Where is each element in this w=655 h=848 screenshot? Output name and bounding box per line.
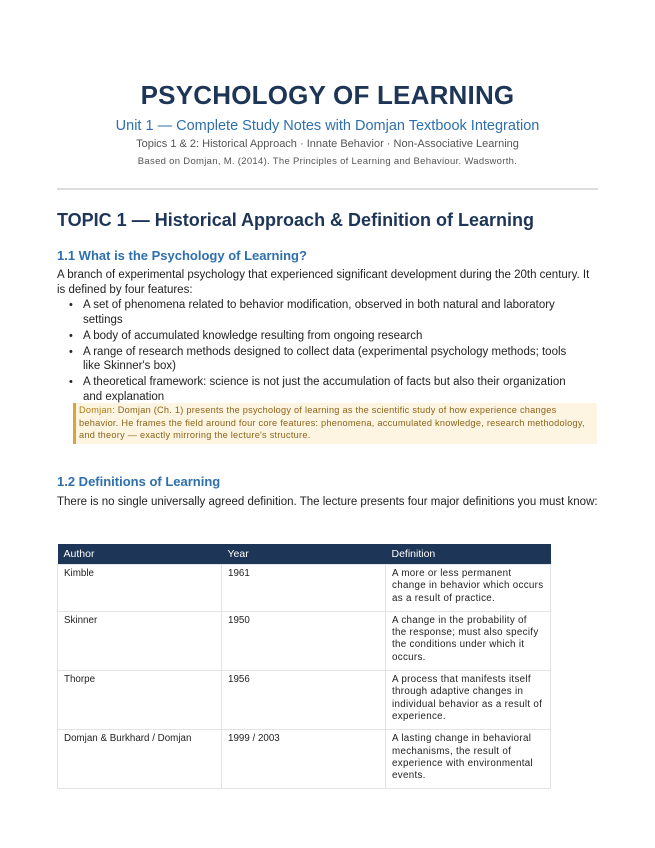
author-cell: Domjan & Burkhard / Domjan xyxy=(58,730,222,789)
header-divider xyxy=(57,188,598,190)
table-row xyxy=(58,671,551,730)
table-row xyxy=(58,730,551,789)
year-cell: 1961 xyxy=(222,565,386,612)
author-cell: Skinner xyxy=(58,611,222,670)
source-citation: Based on Domjan, M. (2014). The Principles of Learning and Behaviour. Wadsworth. xyxy=(137,156,518,167)
table-row xyxy=(58,611,551,670)
column-header-definition: Definition xyxy=(386,544,551,565)
column-header-year: Year xyxy=(222,544,386,565)
section-1-1-intro: A branch of experimental psychology that experienced significant development during the 20th century. It is defined by four features: xyxy=(57,269,590,296)
list-item: • A range of research methods designed to collect data (experimental psychology methods; tools like Skinner's box) xyxy=(83,345,598,374)
page-title: PSYCHOLOGY OF LEARNING xyxy=(140,80,515,110)
list-item: • A theoretical framework: science is not just the accumulation of facts but also their organization and explanation xyxy=(83,375,598,404)
definition-cell: A more or less permanent change in behavior which occurs as a result of practice. xyxy=(386,565,551,612)
section-1-2-heading: 1.2 Definitions of Learning xyxy=(57,474,221,489)
author-cell: Kimble xyxy=(58,565,222,612)
table-row xyxy=(58,565,551,612)
topic-1-heading: TOPIC 1 — Historical Approach & Definition of Learning xyxy=(57,210,535,230)
list-item: • A set of phenomena related to behavior modification, observed in both natural and laboratory settings xyxy=(83,298,598,327)
topics-line: Topics 1 & 2: Historical Approach · Innate Behavior · Non-Associative Learning xyxy=(136,138,519,150)
definition-cell: A process that manifests itself through adaptive changes in individual behavior as a result of experience. xyxy=(386,671,551,730)
features-list xyxy=(57,298,598,406)
column-header-author: Author xyxy=(58,544,222,565)
table-header-row xyxy=(58,544,551,565)
author-cell: Thorpe xyxy=(58,671,222,730)
section-1-1-heading: 1.1 What is the Psychology of Learning? xyxy=(57,248,307,263)
section-1-2-intro: There is no single universally agreed definition. The lecture presents four major definitions you must know: xyxy=(57,496,598,508)
year-cell: 1956 xyxy=(222,671,386,730)
list-item: • A body of accumulated knowledge resulting from ongoing research xyxy=(83,329,598,344)
definition-cell: A change in the probability of the response; must also specify the conditions under which it occurs. xyxy=(386,611,551,670)
definition-cell: A lasting change in behavioral mechanisms, the result of experience with environmental events. xyxy=(386,730,551,789)
note-label: Domjan: xyxy=(79,405,115,415)
year-cell: 1950 xyxy=(222,611,386,670)
note-text: Domjan (Ch. 1) presents the psychology of learning as the scientific study of how experience changes behavior. He frames the field around four core features: phenomena, accumulated knowledge, research methodology, and theory — exactly mirroring the lecture's structure. xyxy=(79,405,585,440)
page-subtitle: Unit 1 — Complete Study Notes with Domjan Textbook Integration xyxy=(115,118,540,134)
domjan-note xyxy=(73,403,597,444)
definitions-table xyxy=(57,544,551,789)
year-cell: 1999 / 2003 xyxy=(222,730,386,789)
